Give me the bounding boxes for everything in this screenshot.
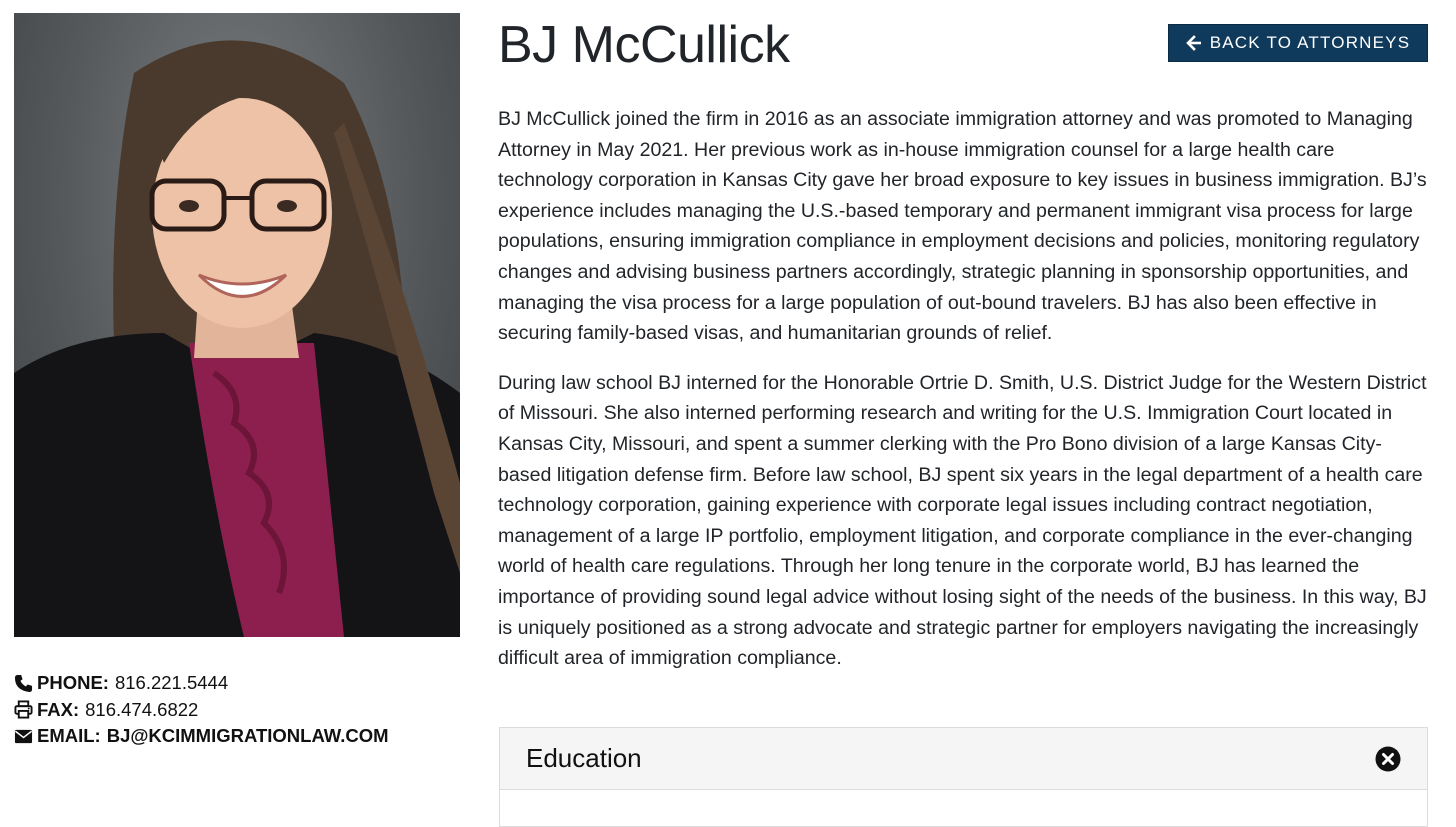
back-button-label: BACK TO ATTORNEYS xyxy=(1209,33,1411,52)
phone-value[interactable]: 816.221.5444 xyxy=(114,672,229,693)
portrait-illustration xyxy=(14,13,460,637)
phone-icon xyxy=(14,674,33,693)
phone-label: PHONE: xyxy=(37,672,109,693)
attorney-photo xyxy=(14,13,460,637)
arrow-left-icon xyxy=(1186,35,1202,51)
email-label: EMAIL: xyxy=(37,725,101,746)
education-title: Education xyxy=(526,743,642,773)
contact-info xyxy=(14,670,389,750)
education-accordion xyxy=(499,727,1428,827)
education-accordion-header[interactable] xyxy=(500,728,1427,790)
fax-row xyxy=(14,697,389,724)
fax-value: 816.474.6822 xyxy=(85,698,199,720)
email-row[interactable] xyxy=(14,723,389,750)
back-to-attorneys-button[interactable] xyxy=(1168,24,1428,62)
attorney-bio xyxy=(498,104,1433,693)
bio-paragraph: During law school BJ interned for the Honorable Ortrie D. Smith, U.S. District Judge for the Western District of Missouri. She also interned performing research and writing for the U.S. Immigration Court located in Kansas City, Missouri, and spent a summer clerking with the Pro Bono division of a large Kansas City-based litigation defense firm. Before law school, BJ spent six years in the legal department of a health care technology corporation, gaining experience with corporate legal issues including contract negotiation, management of a large IP portfolio, employment litigation, and corporate compliance in the ever-changing world of health care regulations. Through her long tenure in the corporate world, BJ has learned the importance of providing sound legal advice without losing sight of the needs of the business. In this way, BJ is uniquely positioned as a strong advocate and strategic partner for employers navigating the increasingly difficult area of immigration compliance. xyxy=(498,371,1427,670)
fax-label: FAX: xyxy=(37,698,80,720)
close-circle-icon[interactable] xyxy=(1375,746,1401,772)
bio-paragraph: BJ McCullick joined the firm in 2016 as an associate immigration attorney and was promoted to Managing Attorney in May 2021. Her previous work as in-house immigration counsel for a large health care technology corporation in Kansas City gave her broad exposure to key issues in business immigration. BJ’s experience includes managing the U.S.-based temporary and permanent immigrant visa process for large populations, ensuring immigration compliance in employment decisions and policies, monitoring regulatory changes and advising business partners accordingly, strategic planning in sponsorship opportunities, and managing the visa process for a large population of out-bound travelers. BJ has also been effective in securing family-based visas, and humanitarian grounds of relief. xyxy=(498,108,1427,345)
email-link[interactable]: BJ@KCIMMIGRATIONLAW.COM xyxy=(106,725,389,746)
attorney-name: BJ McCullick xyxy=(498,16,790,74)
envelope-icon xyxy=(14,727,33,746)
printer-icon xyxy=(14,700,33,719)
phone-row xyxy=(14,670,389,697)
